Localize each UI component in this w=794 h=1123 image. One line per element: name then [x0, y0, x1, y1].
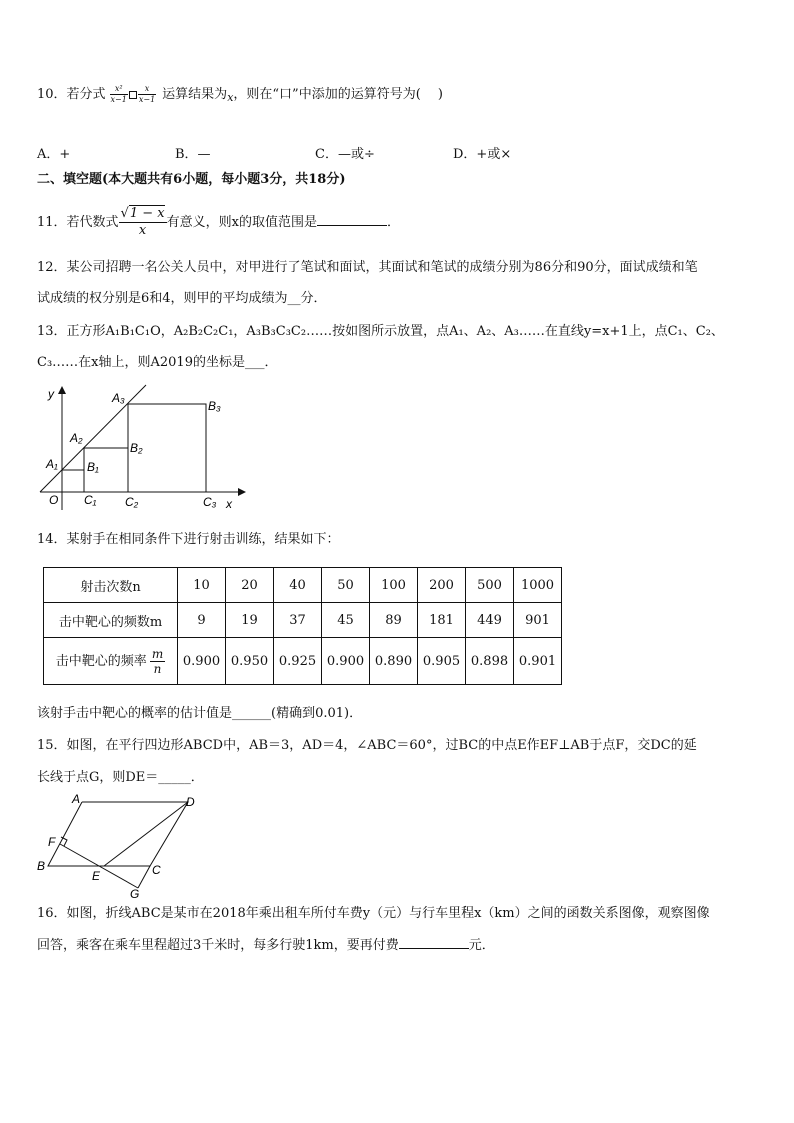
shooting-results-table — [43, 567, 562, 685]
segment-de — [104, 802, 188, 866]
row-label-hits: 击中靶心的频数m — [44, 603, 178, 638]
q12-line-2: 试成绩的权分别是6和4，则甲的平均成绩为__分． — [37, 291, 327, 306]
table-cell: 10 — [178, 568, 226, 603]
table-cell: 0.900 — [322, 638, 370, 685]
table-cell: 0.900 — [178, 638, 226, 685]
label-x: x — [226, 497, 232, 511]
line-y-eq-x-plus-1 — [40, 385, 146, 492]
label-a1: A₁ — [46, 457, 58, 471]
q11-answer-blank — [317, 225, 387, 226]
q16-line-1: 16．如图，折线ABC是某市在2018年乘出租车所付车费y（元）与行车里程x（km）之间的函数关系图像，观察图像 — [37, 906, 710, 921]
table-cell: 901 — [514, 603, 562, 638]
label-b: B — [37, 859, 46, 873]
label-d: D — [186, 795, 195, 809]
label-c3: C₃ — [203, 495, 217, 509]
label-e: E — [92, 869, 101, 883]
parallelogram-figure — [30, 790, 220, 900]
table-row — [44, 638, 562, 685]
table-row — [44, 568, 562, 603]
q10-option-d: D．+或× — [453, 147, 512, 162]
table-cell: 89 — [370, 603, 418, 638]
table-cell: 0.905 — [418, 638, 466, 685]
q10-option-c: C．—或÷ — [315, 147, 375, 162]
q10-option-b: B．— — [175, 147, 211, 162]
q10-mid-text: 运算结果为 — [162, 87, 228, 102]
label-c: C — [152, 863, 161, 877]
label-b1: B₁ — [87, 460, 99, 474]
row-label-rate: 击中靶心的频率 $\frac{m}{n}$ — [44, 638, 178, 685]
q12-line-1: 12．某公司招聘一名公关人员中，对甲进行了笔试和面试，其面试和笔试的成绩分别为86分和90分，面试成绩和笔 — [37, 260, 698, 275]
table-cell: 19 — [226, 603, 274, 638]
label-b3: B₃ — [208, 399, 221, 413]
q11-line — [37, 205, 400, 241]
q15-line-2: 长线于点G，则DE＝_____． — [37, 770, 204, 785]
q11-sqrt-fraction: $\frac{√1 - x}{x}$ — [120, 206, 165, 238]
row-label-shots: 射击次数n — [44, 568, 178, 603]
table-cell: 181 — [418, 603, 466, 638]
label-g: G — [130, 887, 140, 900]
table-cell: 0.890 — [370, 638, 418, 685]
table-row — [44, 603, 562, 638]
q10-line — [37, 84, 443, 108]
label-y: y — [48, 387, 54, 401]
table-cell: 9 — [178, 603, 226, 638]
q16-answer-blank — [399, 948, 469, 949]
x-axis-arrow — [238, 488, 246, 496]
parallelogram-abcd — [48, 802, 188, 866]
table-cell: 50 — [322, 568, 370, 603]
q10-result: x — [227, 91, 234, 104]
table-cell: 449 — [466, 603, 514, 638]
table-cell: 45 — [322, 603, 370, 638]
q11-tail: 有意义，则x的取值范围是 — [166, 215, 317, 230]
table-cell: 200 — [418, 568, 466, 603]
label-b2: B₂ — [130, 441, 143, 455]
q16-line-2-end: 元． — [468, 938, 495, 953]
q11-number: 11．若代数式 — [37, 215, 119, 230]
q10-number: 10．若分式 — [37, 87, 106, 102]
q10-tail: ，则在“口”中添加的运算符号为( ) — [233, 87, 443, 102]
table-cell: 0.898 — [466, 638, 514, 685]
table-cell: 100 — [370, 568, 418, 603]
q14-after: 该射手击中靶心的概率的估计值是______(精确到0.01)． — [37, 706, 363, 721]
table-cell: 37 — [274, 603, 322, 638]
label-a2: A₂ — [70, 431, 83, 445]
q10-fraction-1: $\frac{\text{x²}}{x-1}$ — [110, 84, 127, 104]
label-c1: C₁ — [84, 493, 97, 507]
label-a: A — [72, 792, 81, 806]
y-axis-arrow — [58, 386, 66, 394]
table-cell: 0.901 — [514, 638, 562, 685]
squares-figure — [30, 382, 260, 512]
table-cell: 500 — [466, 568, 514, 603]
table-cell: 1000 — [514, 568, 562, 603]
section-2-heading: 二、填空题(本大题共有6小题，每小题3分，共18分) — [37, 172, 346, 187]
q16-line-2-start: 回答，乘客在乘车里程超过3千米时，每多行驶1km，要再付费 — [37, 938, 399, 953]
q11-end: ． — [386, 215, 400, 230]
label-c2: C₂ — [125, 495, 139, 509]
label-f: F — [48, 835, 56, 849]
q13-line-2: C₃……在x轴上，则A2019的坐标是___． — [37, 355, 278, 370]
label-a3: A₃ — [112, 391, 125, 405]
square-1 — [62, 470, 84, 492]
operator-box — [129, 91, 137, 99]
table-cell: 40 — [274, 568, 322, 603]
table-cell: 20 — [226, 568, 274, 603]
q13-line-1: 13．正方形A₁B₁C₁O，A₂B₂C₂C₁，A₃B₃C₃C₂……按如图所示放置，点A₁、A₂、A₃……在直线y=x+1上，点C₁、C₂、 — [37, 324, 724, 339]
label-o: O — [49, 493, 59, 507]
rate-fraction: $\frac{m}{n}$ — [151, 646, 164, 676]
table-cell: 0.925 — [274, 638, 322, 685]
q10-fraction-2: $\frac{x}{x-1}$ — [138, 84, 156, 104]
q15-line-1: 15．如图，在平行四边形ABCD中，AB＝3，AD＝4，∠ABC＝60°，过BC的中点E作EF⊥AB于点F，交DC的延 — [37, 738, 697, 753]
q14-intro: 14．某射手在相同条件下进行射击训练，结果如下： — [37, 532, 340, 547]
table-cell: 0.950 — [226, 638, 274, 685]
segment-cg — [138, 866, 150, 888]
q10-option-a: A．+ — [37, 147, 71, 162]
q16-line-2 — [37, 936, 495, 956]
